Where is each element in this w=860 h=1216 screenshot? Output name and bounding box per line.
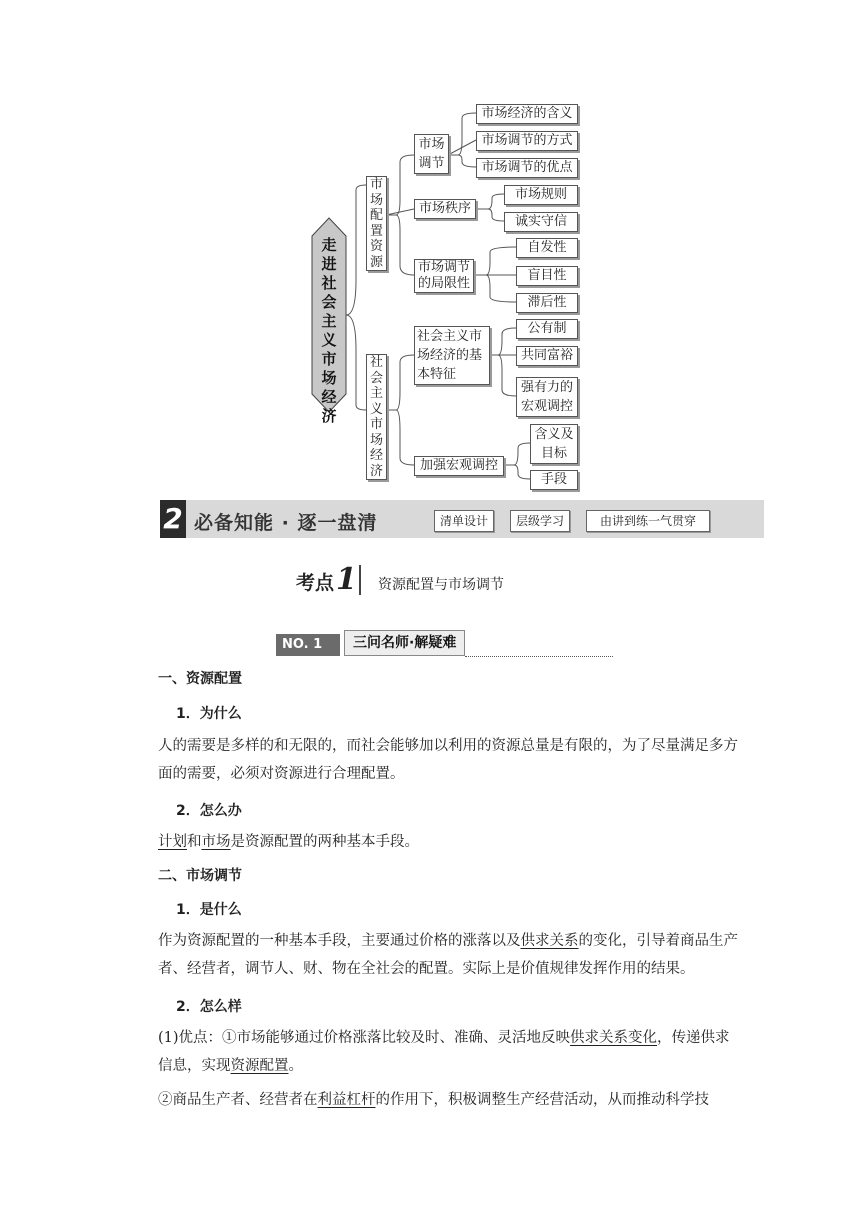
subheading-why: 1．为什么 [176,706,242,722]
paragraph-how: 计划和市场是资源配置的两种基本手段。 [158,834,419,850]
dotted-divider [465,656,613,657]
heading-market-adjust: 二、市场调节 [158,868,242,884]
node-market-meaning: 市场经济的含义 [476,104,578,124]
kaodian-divider [359,565,361,595]
subheading-how: 2．怎么办 [176,803,242,819]
mind-map-connectors [0,0,860,480]
mind-map [0,0,860,487]
node-basic-features: 社会主义市场经济的基本特征 [414,326,490,385]
kaodian-label: 考点 [296,572,335,594]
banner-title: 必备知能 · 逐一盘清 [194,512,378,534]
node-market-advantage: 市场调节的优点 [476,158,578,178]
node-public-ownership: 公有制 [516,319,578,339]
node-market-rules: 市场规则 [504,185,578,205]
node-market-method: 市场调节的方式 [476,131,578,151]
node-blindness: 盲目性 [516,266,578,286]
section-number-badge: NO. 1 [276,634,340,656]
branch-socialist-market: 社会主义市场经济 [366,354,387,480]
node-spontaneity: 自发性 [516,238,578,258]
node-macro-control-strong: 强有力的宏观调控 [516,377,578,417]
banner-number: 2 [160,500,186,538]
kaodian-number: 1 [336,562,357,597]
node-market-adjust: 市场调节 [414,134,449,174]
node-limits: 市场调节的局限性 [414,259,474,293]
node-market-order: 市场秩序 [414,199,476,219]
heading-resource-allocation: 一、资源配置 [158,671,242,687]
tag-level-learning: 层级学习 [510,510,570,532]
section-subtitle: 三问名师·解疑难 [344,630,465,656]
paragraph-advantage-1: (1)优点：①市场能够通过价格涨落比较及时、准确、灵活地反映供求关系变化，传递供求信息，实现资源配置。 [158,1030,730,1074]
paragraph-advantage-2: ②商品生产者、经营者在利益杠杆的作用下，积极调整生产经营活动，从而推动科学技 [158,1092,709,1108]
tag-lecture-practice: 由讲到练一气贯穿 [586,510,710,532]
node-means: 手段 [530,470,578,490]
section-banner [160,500,764,538]
kaodian-title: 资源配置与市场调节 [378,577,504,593]
subheading-what: 1．是什么 [176,902,242,918]
paragraph-why: 人的需要是多样的和无限的，而社会能够加以利用的资源总量是有限的，为了尽量满足多方面的需要，必须对资源进行合理配置。 [158,738,738,782]
node-common-prosperity: 共同富裕 [516,346,578,366]
root-node-label: 走进社会主义市场经济 [321,236,337,425]
node-macro-control: 加强宏观调控 [414,456,504,476]
node-meaning-goals: 含义及目标 [530,424,578,464]
node-honesty: 诚实守信 [504,212,578,232]
node-lag: 滞后性 [516,293,578,313]
paragraph-what: 作为资源配置的一种基本手段，主要通过价格的涨落以及供求关系的变化，引导着商品生产者、经营者，调节人、财、物在全社会的配置。实际上是价值规律发挥作用的结果。 [158,933,738,977]
subheading-how-about: 2．怎么样 [176,999,242,1015]
branch-market-allocation: 市场配置资源 [366,176,387,271]
tag-list-design: 清单设计 [434,510,494,532]
